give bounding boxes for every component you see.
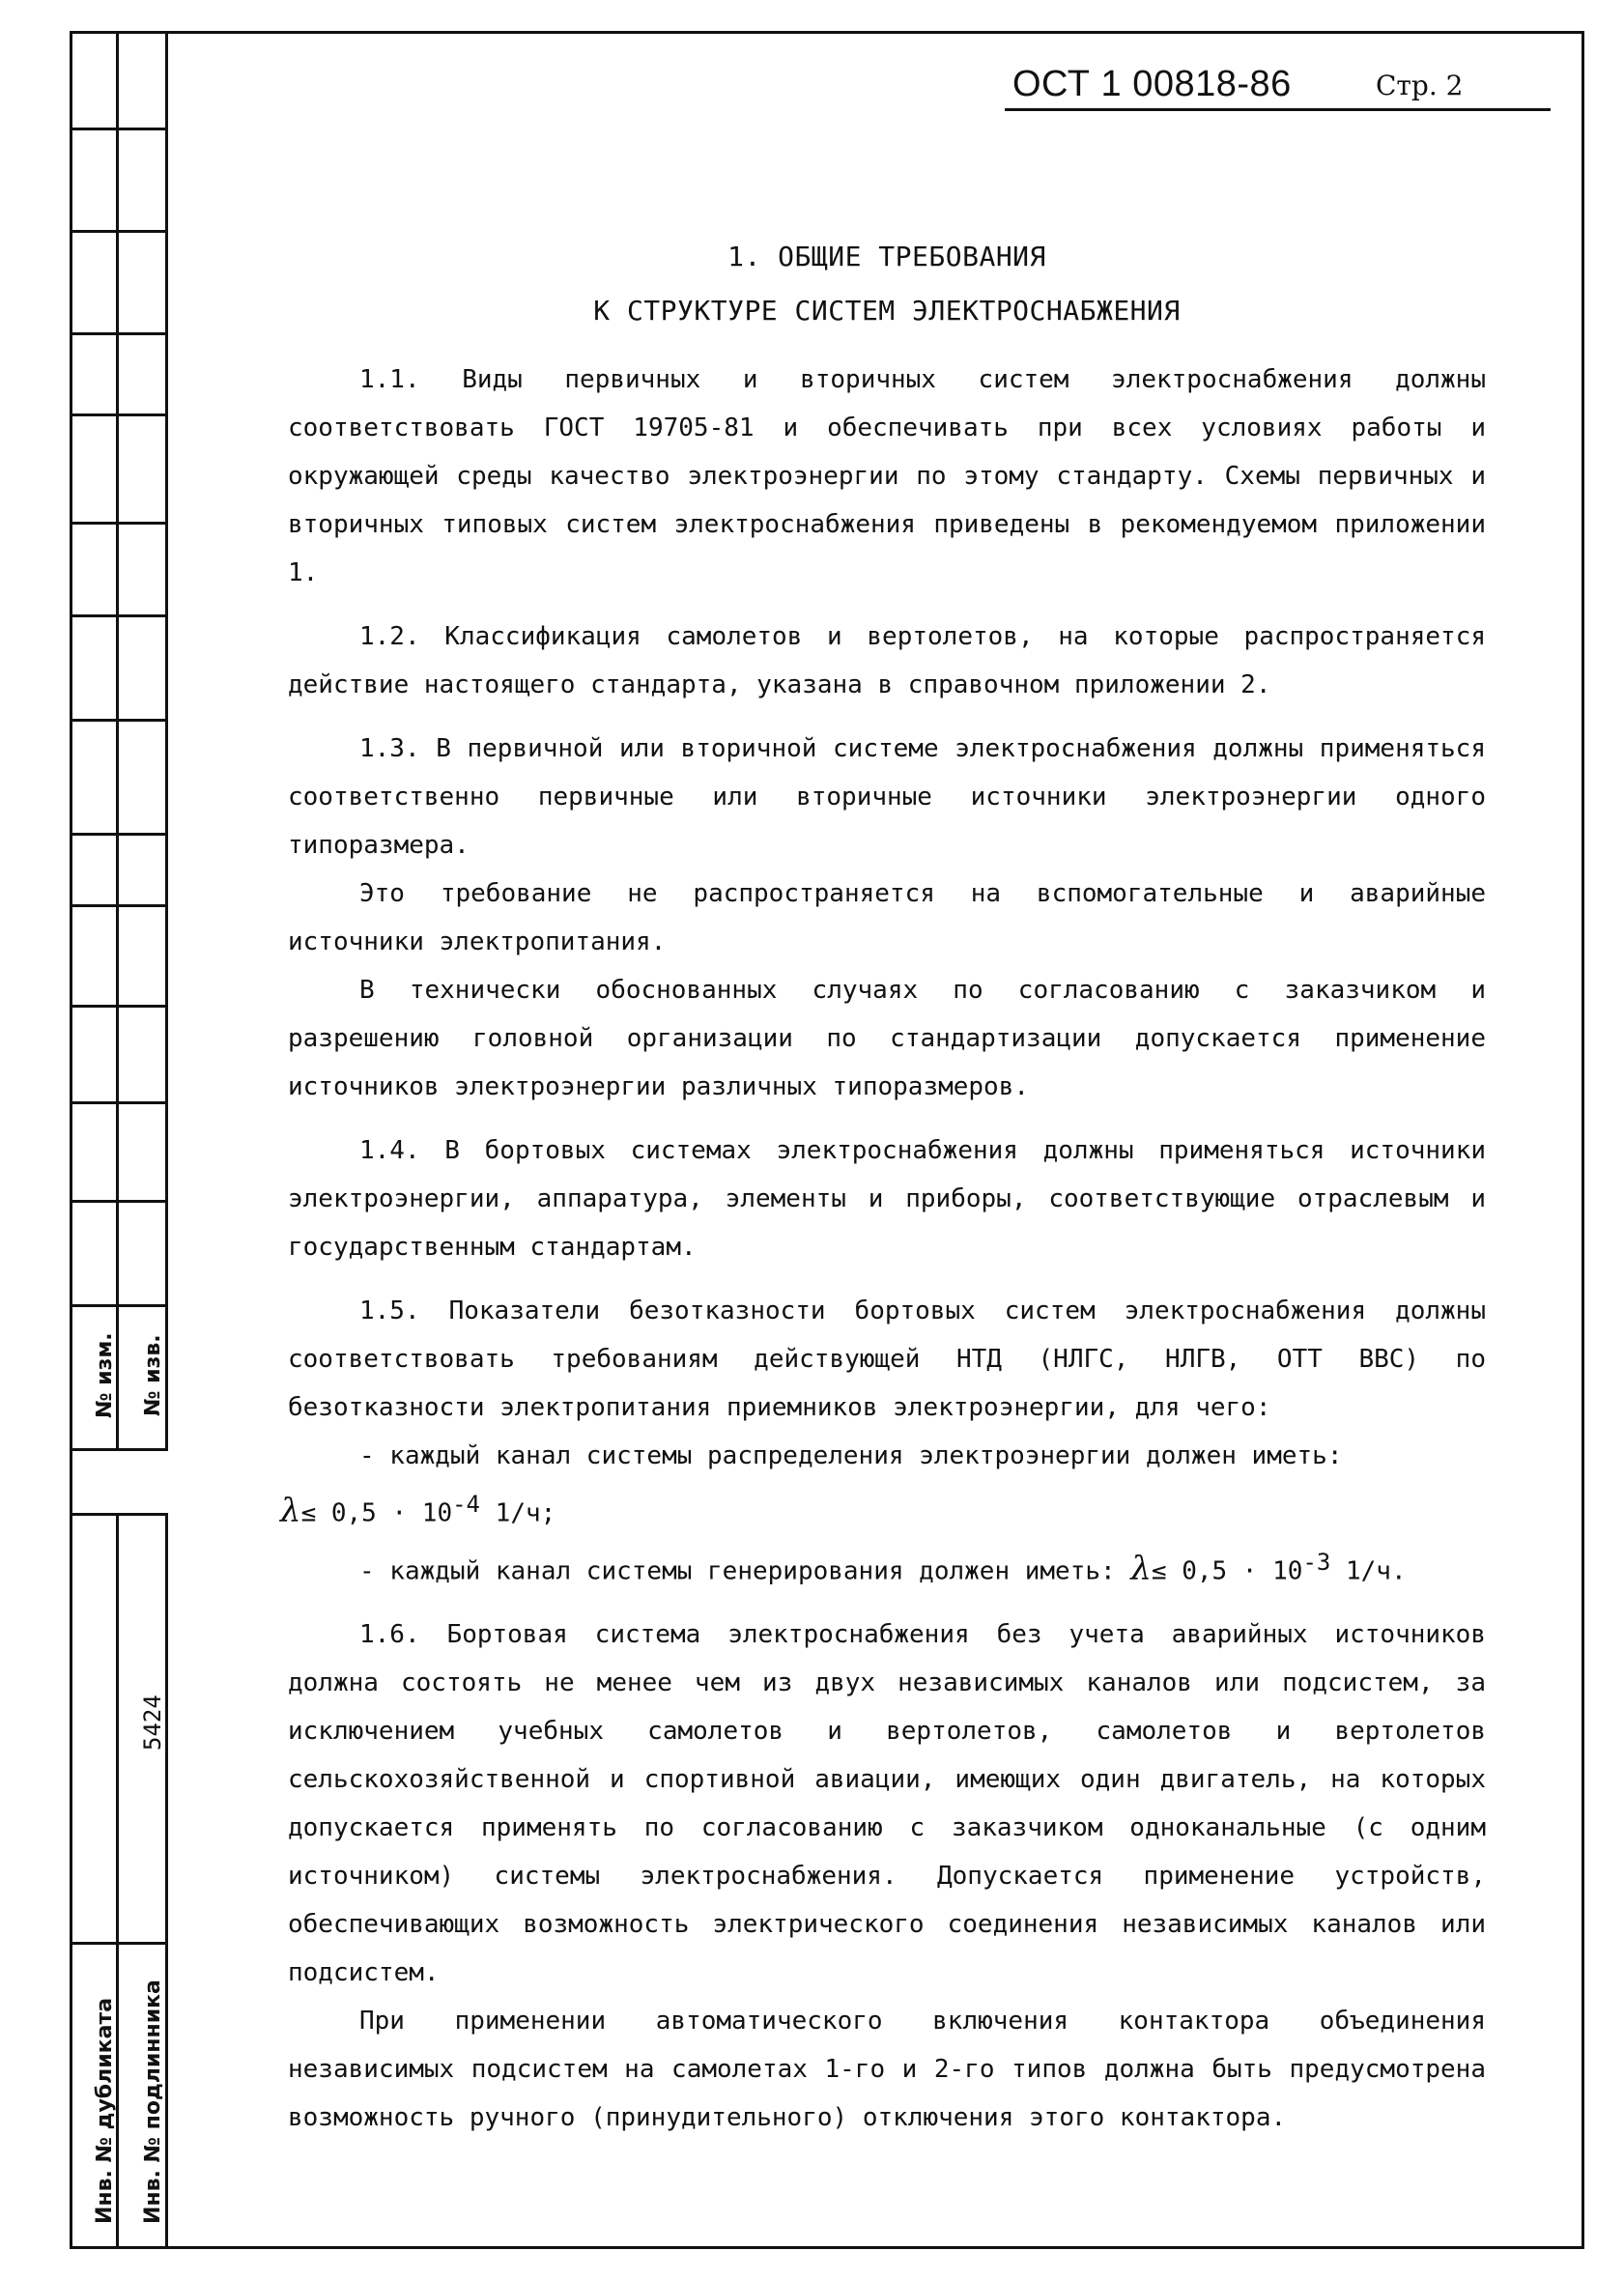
formula-distribution-value: ≤ 0,5 · 10	[300, 1498, 453, 1528]
paragraph-1-3-c: В технически обоснованных случаях по согласованию с заказчиком и разрешению головной организации по стандартизации допускается применение источников электроэнергии различных типоразмеров.	[288, 976, 1486, 1101]
section-title	[288, 230, 1486, 338]
izm-label: № изм.	[93, 1332, 117, 1418]
original-inventory-label: Инв. № подлинника	[141, 1980, 165, 2224]
paragraph-1-3: 1.3. В первичной или вторичной системе электроснабжения должны применяться соответственно первичные или вторичные источники электроэнергии одного типоразмера.	[288, 734, 1486, 860]
formula-distribution-unit: 1/ч;	[480, 1498, 556, 1528]
paragraph-1-5-a: - каждый канал системы распределения электроэнергии должен иметь:	[359, 1441, 1343, 1470]
paragraph-1-6-b: При применении автоматического включения контактора объединения независимых подсистем на самолетах 1-го и 2-го типов должна быть предусмотрена возможность ручного (принудительного) отключения этого контактора.	[288, 2007, 1486, 2133]
inventory-number: 5424	[139, 1695, 166, 1751]
formula-distribution-exponent: -4	[452, 1491, 481, 1518]
paragraph-1-5-b	[288, 1538, 1486, 1596]
paragraph-1-5-b-text: - каждый канал системы генерирования должен иметь:	[359, 1556, 1131, 1586]
paragraph-1-5: 1.5. Показатели безотказности бортовых систем электроснабжения должны соответствовать требованиям действующей НТД (НЛГС, НЛГВ, ОТТ ВВС) по безотказности электропитания приемников электроэнергии, для чего:	[288, 1296, 1486, 1422]
paragraph-1-4: 1.4. В бортовых системах электроснабжения должны применяться источники электроэнергии, аппаратура, элементы и приборы, соответствующие отраслевым и государственным стандартам.	[288, 1136, 1486, 1262]
paragraph-1-3-b: Это требование не распространяется на вспомогательные и аварийные источники электропитания.	[288, 879, 1486, 956]
section-title-line1: 1. ОБЩИЕ ТРЕБОВАНИЯ	[727, 241, 1046, 272]
paragraph-1-6: 1.6. Бортовая система электроснабжения без учета аварийных источников должна состоять не менее чем из двух независимых каналов или подсистем, за исключением учебных самолетов и вертолетов, самолетов и вертолетов сельскохозяйственной и спортивной авиации, имеющих один двигатель, на которых допускается применять по согласованию с заказчиком одноканальные (с одним источником) системы электроснабжения. Допускается применение устройств, обеспечивающих возможность электрического соединения независимых каналов или подсистем.	[288, 1620, 1486, 1988]
formula-distribution	[280, 1480, 1486, 1538]
page-number: Стр. 2	[1376, 70, 1464, 101]
formula-generation-exponent: -3	[1302, 1548, 1331, 1576]
duplicate-inventory-label: Инв. № дубликата	[93, 1997, 117, 2224]
izv-label: № изв.	[141, 1334, 165, 1416]
paragraph-1-2: 1.2. Классификация самолетов и вертолетов, на которые распространяется действие настоящего стандарта, указана в справочном приложении 2.	[288, 622, 1486, 699]
paragraph-1-1: 1.1. Виды первичных и вторичных систем электроснабжения должны соответствовать ГОСТ 19705-81 и обеспечивать при всех условиях работы и окружающей среды качество электроэнергии по этому стандарту. Схемы первичных и вторичных типовых систем электроснабжения приведены в рекомендуемом приложении 1.	[288, 365, 1486, 587]
lambda-symbol: λ	[280, 1491, 301, 1530]
document-body	[280, 230, 1486, 2157]
margin-strip	[70, 31, 168, 2249]
formula-generation-value: ≤ 0,5 · 10	[1151, 1556, 1303, 1586]
section-title-line2: К СТРУКТУРЕ СИСТЕМ ЭЛЕКТРОСНАБЖЕНИЯ	[593, 295, 1181, 327]
document-code: ОСТ 1 00818-86	[1012, 64, 1292, 104]
header-rule	[1005, 108, 1551, 111]
formula-generation-unit: 1/ч.	[1330, 1556, 1407, 1586]
lambda-symbol-2: λ	[1130, 1549, 1152, 1588]
